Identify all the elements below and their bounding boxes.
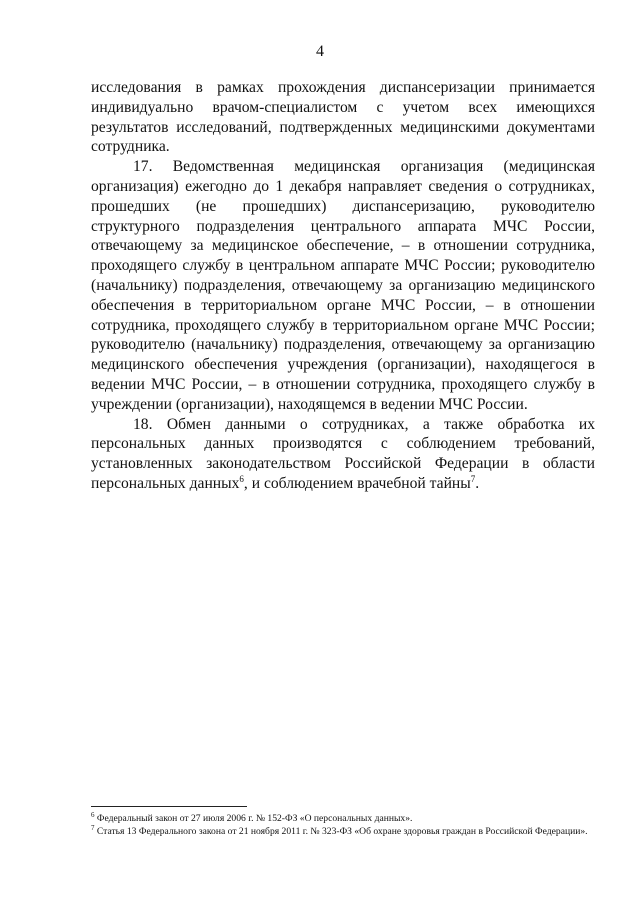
paragraph-18 [91, 415, 595, 494]
footnote-7-text: Статья 13 Федерального закона от 21 ноября 2011 г. № 323-ФЗ «Об охране здоровья граждан в Российской Федерации». [94, 826, 588, 837]
footnote-ref-7: 7 [470, 473, 476, 484]
footnote-6-text: Федеральный закон от 27 июля 2006 г. № 152-ФЗ «О персональных данных». [94, 813, 413, 824]
paragraph-17 [91, 157, 595, 414]
paragraph-intro: исследования в рамках прохождения диспансеризации принимается индивидуально врачом-специалистом с учетом всех имеющихся результатов исследований, подтвержденных медицинскими документами сотрудника. [91, 79, 595, 156]
footnotes [91, 812, 595, 838]
paragraph-18-text-c: . [475, 474, 480, 492]
document-body [91, 78, 595, 494]
footnote-6 [91, 812, 595, 825]
footnote-divider [91, 806, 247, 807]
paragraph-18-text-a: Обмен данными о сотрудниках, а также обработка их персональных данных производятся с соблюдением требований, установленных законодательством Российской Федерации в области персональных данных [91, 415, 595, 492]
paragraph-17-number: 17. [133, 158, 153, 176]
footnote-7-mark: 7 [91, 823, 95, 832]
paragraph-18-number: 18. [133, 415, 153, 433]
footnote-7 [91, 825, 595, 838]
paragraph-18-text-b: , и соблюдением врачебной тайны [243, 474, 471, 492]
footnote-6-mark: 6 [91, 810, 95, 819]
footnote-ref-6: 6 [239, 473, 244, 484]
page-number: 4 [316, 43, 324, 60]
paragraph-17-text: Ведомственная медицинская организация (медицинская организация) ежегодно до 1 декабря направляет сведения о сотрудниках, прошедших (не прошедших) диспансеризацию, руководителю структурного подразделения центрального аппарата МЧС России, отвечающему за медицинское обеспечение, – в отношении сотрудника, проходящего службу в центральном аппарате МЧС России; руководителю (начальнику) подразделения, отвечающему за организацию медицинского обеспечения в территориальном органе МЧС России, – в отношении сотрудника, проходящего службу в территориальном органе МЧС России; руководителю (начальнику) подразделения, отвечающему за организацию медицинского обеспечения учреждения (организации), находящегося в ведении МЧС России, – в отношении сотрудника, проходящего службу в учреждении (организации), находящемся в ведении МЧС России. [91, 158, 595, 413]
